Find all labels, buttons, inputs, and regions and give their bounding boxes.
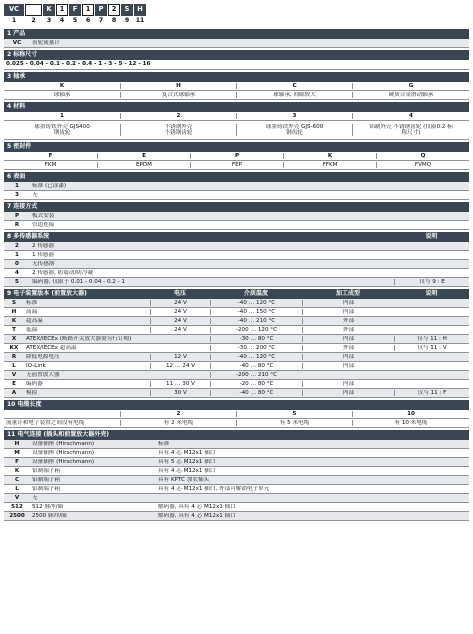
row-text: 2 传感器 bbox=[32, 242, 55, 249]
code-box-f: F bbox=[69, 4, 81, 16]
row-code: 3 bbox=[15, 191, 19, 198]
row-molding: 外部 bbox=[302, 318, 394, 324]
material-1 bbox=[4, 124, 120, 137]
code-box-vc: VC bbox=[4, 4, 24, 16]
row-voltage: 11 … 30 V bbox=[150, 381, 210, 387]
table-row bbox=[4, 308, 469, 317]
section-title: 2 标称尺寸 bbox=[4, 50, 469, 60]
code-2: 2 bbox=[120, 411, 236, 417]
material-1-line1: 球墨铸铁外壳 GJS400 bbox=[34, 123, 90, 130]
row-detail: 具有 4 芯 M12x1 插口 bbox=[158, 467, 216, 474]
table-row bbox=[4, 476, 469, 485]
table-row bbox=[4, 278, 469, 287]
code-10: 10 bbox=[352, 411, 469, 417]
code-pos-4: 4 bbox=[59, 17, 65, 24]
row-temp: -200 … 120 °C bbox=[210, 327, 302, 333]
row-temp: -40 … 120 °C bbox=[210, 354, 302, 360]
label-h: 复合式球轴承 bbox=[120, 92, 236, 98]
material-4 bbox=[352, 124, 469, 137]
table-row bbox=[4, 380, 469, 389]
material-2-line2: 不锈钢齿轮 bbox=[164, 130, 193, 136]
row-text: 低温 bbox=[26, 326, 38, 333]
code-3: 3 bbox=[236, 113, 352, 119]
col-note: 说明 bbox=[425, 290, 438, 297]
row-code: H bbox=[14, 440, 20, 447]
row-text: 设备插座 (Hirschmann) bbox=[32, 440, 95, 447]
row-code: K bbox=[11, 317, 17, 324]
row-molding: 内部 bbox=[302, 300, 394, 306]
section-electronics bbox=[4, 289, 469, 398]
row-molding: 内部 bbox=[302, 363, 394, 369]
section-title: 8 多传感器系统 bbox=[7, 233, 50, 240]
row-molding: 内部 bbox=[302, 309, 394, 315]
row-molding: 内部 bbox=[302, 381, 394, 387]
row-text: ATEX/IECEx 超高温 bbox=[26, 344, 77, 351]
row-code: 5 bbox=[15, 278, 19, 285]
row-molding: 外部 bbox=[302, 345, 394, 351]
row-temp: -30 … 200 °C bbox=[210, 345, 302, 351]
row-code: A bbox=[11, 389, 17, 396]
electronics-rows bbox=[4, 299, 469, 398]
row-code: 2500 bbox=[9, 512, 25, 519]
row-text: 降低电源电压 bbox=[26, 353, 60, 360]
code-k: K bbox=[283, 153, 376, 159]
section-seal bbox=[4, 142, 469, 170]
row-note: 仅与 11 : V bbox=[394, 345, 469, 351]
row-text: 编码器 bbox=[26, 380, 43, 387]
col-temp: 介质温度 bbox=[243, 290, 268, 297]
section-title: 7 连接方式 bbox=[4, 202, 469, 212]
row-code: S bbox=[11, 299, 17, 306]
row-text: 铝制端子箱 bbox=[32, 476, 60, 483]
section-title: 9 电子装置版本 (前置放大器) bbox=[7, 290, 87, 297]
row-detail: 具有 5 芯 M12x1 插口 bbox=[158, 458, 216, 465]
code-box-blank bbox=[25, 4, 42, 16]
connection-rows bbox=[4, 440, 469, 521]
row-temp: -40 … 80 °C bbox=[210, 390, 302, 396]
material-4-line1: 铝制外壳 不锈钢齿轮 (仅限0.2 标 bbox=[369, 123, 453, 130]
table-row bbox=[4, 317, 469, 326]
table-row bbox=[4, 251, 469, 260]
row-code: 1 bbox=[15, 251, 19, 258]
material-3-line1: 球墨铸铁外壳 GJS-600 bbox=[265, 123, 324, 130]
row-text: IO-Link bbox=[26, 362, 46, 369]
row-detail: 解码器, 具有 4 芯 M12x1 插口 bbox=[158, 512, 236, 519]
section-cable-length bbox=[4, 400, 469, 428]
row-text: 超高温 bbox=[26, 317, 43, 324]
table-row bbox=[4, 494, 469, 503]
table-row bbox=[4, 60, 469, 70]
row-note: 仅与 11 : F bbox=[394, 390, 469, 396]
table-row bbox=[4, 389, 469, 398]
row-voltage: 24 V bbox=[150, 327, 210, 333]
code-pos-6: 6 bbox=[85, 17, 91, 24]
label-k: 球轴承 bbox=[53, 91, 71, 98]
row-temp: -30 … 80 °C bbox=[210, 336, 302, 342]
row-code: R bbox=[14, 221, 20, 228]
row-text: 无传感器 bbox=[32, 260, 55, 267]
no-cable: 流量计和电子装置之间没有电缆 bbox=[6, 419, 85, 426]
row-code: L bbox=[12, 362, 16, 369]
row-code: H bbox=[11, 308, 17, 315]
code-q: Q bbox=[376, 153, 469, 159]
row-detail: 具有 4 芯 M12x1 插口 bbox=[158, 449, 216, 456]
seal-epdm: EPDM bbox=[97, 162, 190, 168]
table-row bbox=[4, 161, 469, 170]
cable-2m: 有 2 米电缆 bbox=[120, 420, 236, 426]
code-pos-8: 8 bbox=[111, 17, 117, 24]
code-g: G bbox=[352, 83, 469, 89]
table-row bbox=[4, 344, 469, 353]
table-row bbox=[4, 485, 469, 494]
material-3-line2: 钢齿轮 bbox=[286, 130, 303, 136]
row-note: 仅与 11 : H bbox=[394, 336, 469, 342]
col-voltage: 电压 bbox=[173, 290, 186, 297]
row-text: 无 bbox=[32, 494, 38, 501]
row-text: 编码器, 仅限于 0.01 - 0.04 - 0.2 - 1 bbox=[32, 278, 125, 285]
row-code: R bbox=[11, 353, 17, 360]
row-detail: 解码器, 具有 4 芯 M12x1 插口 bbox=[158, 503, 236, 510]
row-voltage: 24 V bbox=[150, 309, 210, 315]
code-pos-7: 7 bbox=[98, 17, 104, 24]
table-row bbox=[4, 335, 469, 344]
row-text: 1 传感器 bbox=[32, 251, 55, 258]
seal-fep: FEP bbox=[190, 162, 283, 168]
table-row bbox=[4, 260, 469, 269]
code-pos-9: 9 bbox=[124, 17, 130, 24]
row-code: K bbox=[14, 467, 20, 474]
section-title: 6 表面 bbox=[4, 172, 469, 182]
row-code: 0 bbox=[15, 260, 19, 267]
label-c: 球轴承, 间隙较大 bbox=[236, 92, 352, 98]
table-row bbox=[4, 221, 469, 230]
row-text: 铝制端子箱 bbox=[32, 485, 60, 492]
row-text: 标准 bbox=[26, 299, 38, 306]
table-row bbox=[4, 419, 469, 428]
row-text: 无 bbox=[32, 191, 38, 198]
row-code: VC bbox=[12, 39, 22, 46]
row-molding: 外部 bbox=[302, 327, 394, 333]
row-voltage: 30 V bbox=[150, 390, 210, 396]
seal-fvmq: FVMQ bbox=[376, 162, 469, 168]
section-title: 10 电缆长度 bbox=[4, 400, 469, 410]
code-pos-5: 5 bbox=[72, 17, 78, 24]
table-row bbox=[4, 458, 469, 467]
table-row bbox=[4, 269, 469, 278]
section-material bbox=[4, 102, 469, 140]
section-title: 11 电气连接 (插头和前置放大器外壳) bbox=[4, 430, 469, 440]
table-row bbox=[4, 182, 469, 191]
material-2-line1: 不锈钢外壳 bbox=[164, 123, 193, 130]
row-code: 512 bbox=[11, 503, 23, 510]
row-text: 设备插座 (Hirschmann) bbox=[32, 449, 95, 456]
cable-10m: 有 10 米电缆 bbox=[352, 420, 469, 426]
code-pos-3: 3 bbox=[46, 17, 52, 24]
row-text: 模拟 bbox=[26, 389, 38, 396]
section-head bbox=[4, 289, 469, 299]
row-voltage: 24 V bbox=[150, 318, 210, 324]
cable-5m: 有 5 米电缆 bbox=[236, 420, 352, 426]
code-c: C bbox=[236, 83, 352, 89]
code-box-s: S bbox=[121, 4, 133, 16]
row-code: F bbox=[15, 458, 19, 465]
section-title: 5 密封件 bbox=[4, 142, 469, 152]
table-row bbox=[4, 39, 469, 48]
code-boxes bbox=[4, 4, 469, 16]
row-voltage: 12 … 24 V bbox=[150, 363, 210, 369]
label-g: 硬质合金滑动轴承 bbox=[352, 92, 469, 98]
code-box-2: 2 bbox=[108, 4, 120, 16]
table-row bbox=[4, 152, 469, 161]
section-nominal-size bbox=[4, 50, 469, 70]
row-code: V bbox=[11, 371, 17, 378]
row-code: T bbox=[12, 326, 16, 333]
row-code: L bbox=[15, 485, 19, 492]
row-code: KX bbox=[9, 344, 19, 351]
col-molding: 加工成型 bbox=[335, 290, 360, 297]
table-row bbox=[4, 353, 469, 362]
table-row bbox=[4, 362, 469, 371]
row-temp: -40 … 150 °C bbox=[210, 309, 302, 315]
row-text: 设备插座 (Hirschmann) bbox=[32, 458, 95, 465]
row-voltage: 12 V bbox=[150, 354, 210, 360]
code-f: F bbox=[48, 152, 53, 159]
table-row bbox=[4, 121, 469, 140]
row-text: 512 脉冲/圈 bbox=[32, 503, 64, 510]
section-title: 1 产品 bbox=[4, 29, 469, 39]
row-molding: 内部 bbox=[302, 336, 394, 342]
code-box-k: K bbox=[43, 4, 55, 16]
row-code: E bbox=[12, 380, 16, 387]
table-row bbox=[4, 371, 469, 380]
seal-fkm: FKM bbox=[44, 161, 57, 168]
row-molding: 内部 bbox=[302, 390, 394, 396]
table-row bbox=[4, 91, 469, 100]
row-temp: -200 … 210 °C bbox=[210, 372, 302, 378]
row-code: 2 bbox=[15, 242, 19, 249]
section-product bbox=[4, 29, 469, 48]
seal-ffkm: FFKM bbox=[283, 162, 376, 168]
table-row bbox=[4, 212, 469, 221]
section-connection bbox=[4, 202, 469, 230]
order-code-sheet bbox=[4, 0, 469, 521]
row-text: 无前置放大器 bbox=[26, 371, 60, 378]
row-voltage: 24 V bbox=[150, 300, 210, 306]
table-row bbox=[4, 449, 469, 458]
code-pos-2: 2 bbox=[31, 17, 36, 24]
row-text: 2500 脉冲/圈 bbox=[32, 512, 67, 519]
row-code: M bbox=[14, 449, 20, 456]
row-code: 4 bbox=[15, 269, 19, 276]
code-box-1b: 1 bbox=[82, 4, 94, 16]
material-4-line2: 称尺寸) bbox=[401, 130, 421, 136]
row-text: 齿轮流量计 bbox=[32, 39, 60, 46]
size-list: 0.025 - 0.04 - 0.1 - 0.2 - 0.4 - 1 - 3 - 5 - 12 - 16 bbox=[6, 61, 151, 68]
row-text: ATEX/IECEx (断路开关放大器需另行订购) bbox=[26, 335, 132, 342]
code-box-h: H bbox=[134, 4, 146, 16]
col-note: 说明 bbox=[425, 233, 438, 240]
row-detail: 标准 bbox=[158, 440, 170, 447]
row-temp: -40 … 80 °C bbox=[210, 363, 302, 369]
code-pos-11: 11 bbox=[135, 17, 145, 24]
code-p: P bbox=[190, 153, 283, 159]
code-1: 1 bbox=[60, 112, 64, 119]
row-molding: 内部 bbox=[302, 354, 394, 360]
material-3 bbox=[236, 124, 352, 137]
table-row bbox=[4, 440, 469, 449]
row-temp: -20 … 80 °C bbox=[210, 381, 302, 387]
code-4: 4 bbox=[352, 113, 469, 119]
table-row bbox=[4, 503, 469, 512]
code-2: 2 bbox=[120, 113, 236, 119]
row-code: P bbox=[14, 212, 20, 219]
material-2 bbox=[120, 124, 236, 137]
row-text: 高温 bbox=[26, 308, 38, 315]
table-row bbox=[4, 191, 469, 200]
row-code: X bbox=[11, 335, 17, 342]
table-row bbox=[4, 467, 469, 476]
row-detail: 具有 KPTC 加农插头 bbox=[158, 476, 210, 483]
code-pos-1: 1 bbox=[11, 17, 17, 24]
row-code: V bbox=[14, 494, 20, 501]
section-multi-sensor bbox=[4, 232, 469, 287]
material-1-line2: 钢齿轮 bbox=[53, 130, 71, 136]
section-electrical-connection bbox=[4, 430, 469, 521]
section-surface bbox=[4, 172, 469, 200]
section-head bbox=[4, 232, 469, 242]
code-positions bbox=[4, 17, 469, 27]
code-box-1: 1 bbox=[56, 4, 68, 16]
section-title: 3 轴承 bbox=[4, 72, 469, 82]
table-row bbox=[4, 410, 469, 419]
section-bearing bbox=[4, 72, 469, 100]
row-text: 2 传感器, 防震动/防冷凝 bbox=[32, 269, 94, 276]
row-temp: -40 … 120 °C bbox=[210, 300, 302, 306]
code-5: 5 bbox=[236, 411, 352, 417]
table-row bbox=[4, 299, 469, 308]
row-detail: 具有 4 芯 M12x1 插口, 外部可解锁电子单元 bbox=[158, 485, 270, 492]
row-code: 1 bbox=[15, 182, 19, 189]
code-h: H bbox=[120, 83, 236, 89]
table-row bbox=[4, 242, 469, 251]
row-text: 铝制端子箱 bbox=[32, 467, 60, 474]
row-text: 标准 (已涂漆) bbox=[32, 182, 67, 189]
table-row bbox=[4, 512, 469, 521]
code-box-p: P bbox=[95, 4, 107, 16]
code-e: E bbox=[97, 153, 190, 159]
row-text: 管道连接 bbox=[32, 221, 55, 228]
row-temp: -40 … 210 °C bbox=[210, 318, 302, 324]
table-row bbox=[4, 326, 469, 335]
row-code: C bbox=[14, 476, 20, 483]
section-title: 4 材料 bbox=[4, 102, 469, 112]
table-row bbox=[4, 82, 469, 91]
row-note: 仅与 9 : E bbox=[394, 279, 469, 285]
row-text: 板式安装 bbox=[32, 212, 55, 219]
code-k: K bbox=[59, 82, 65, 89]
table-row bbox=[4, 112, 469, 121]
